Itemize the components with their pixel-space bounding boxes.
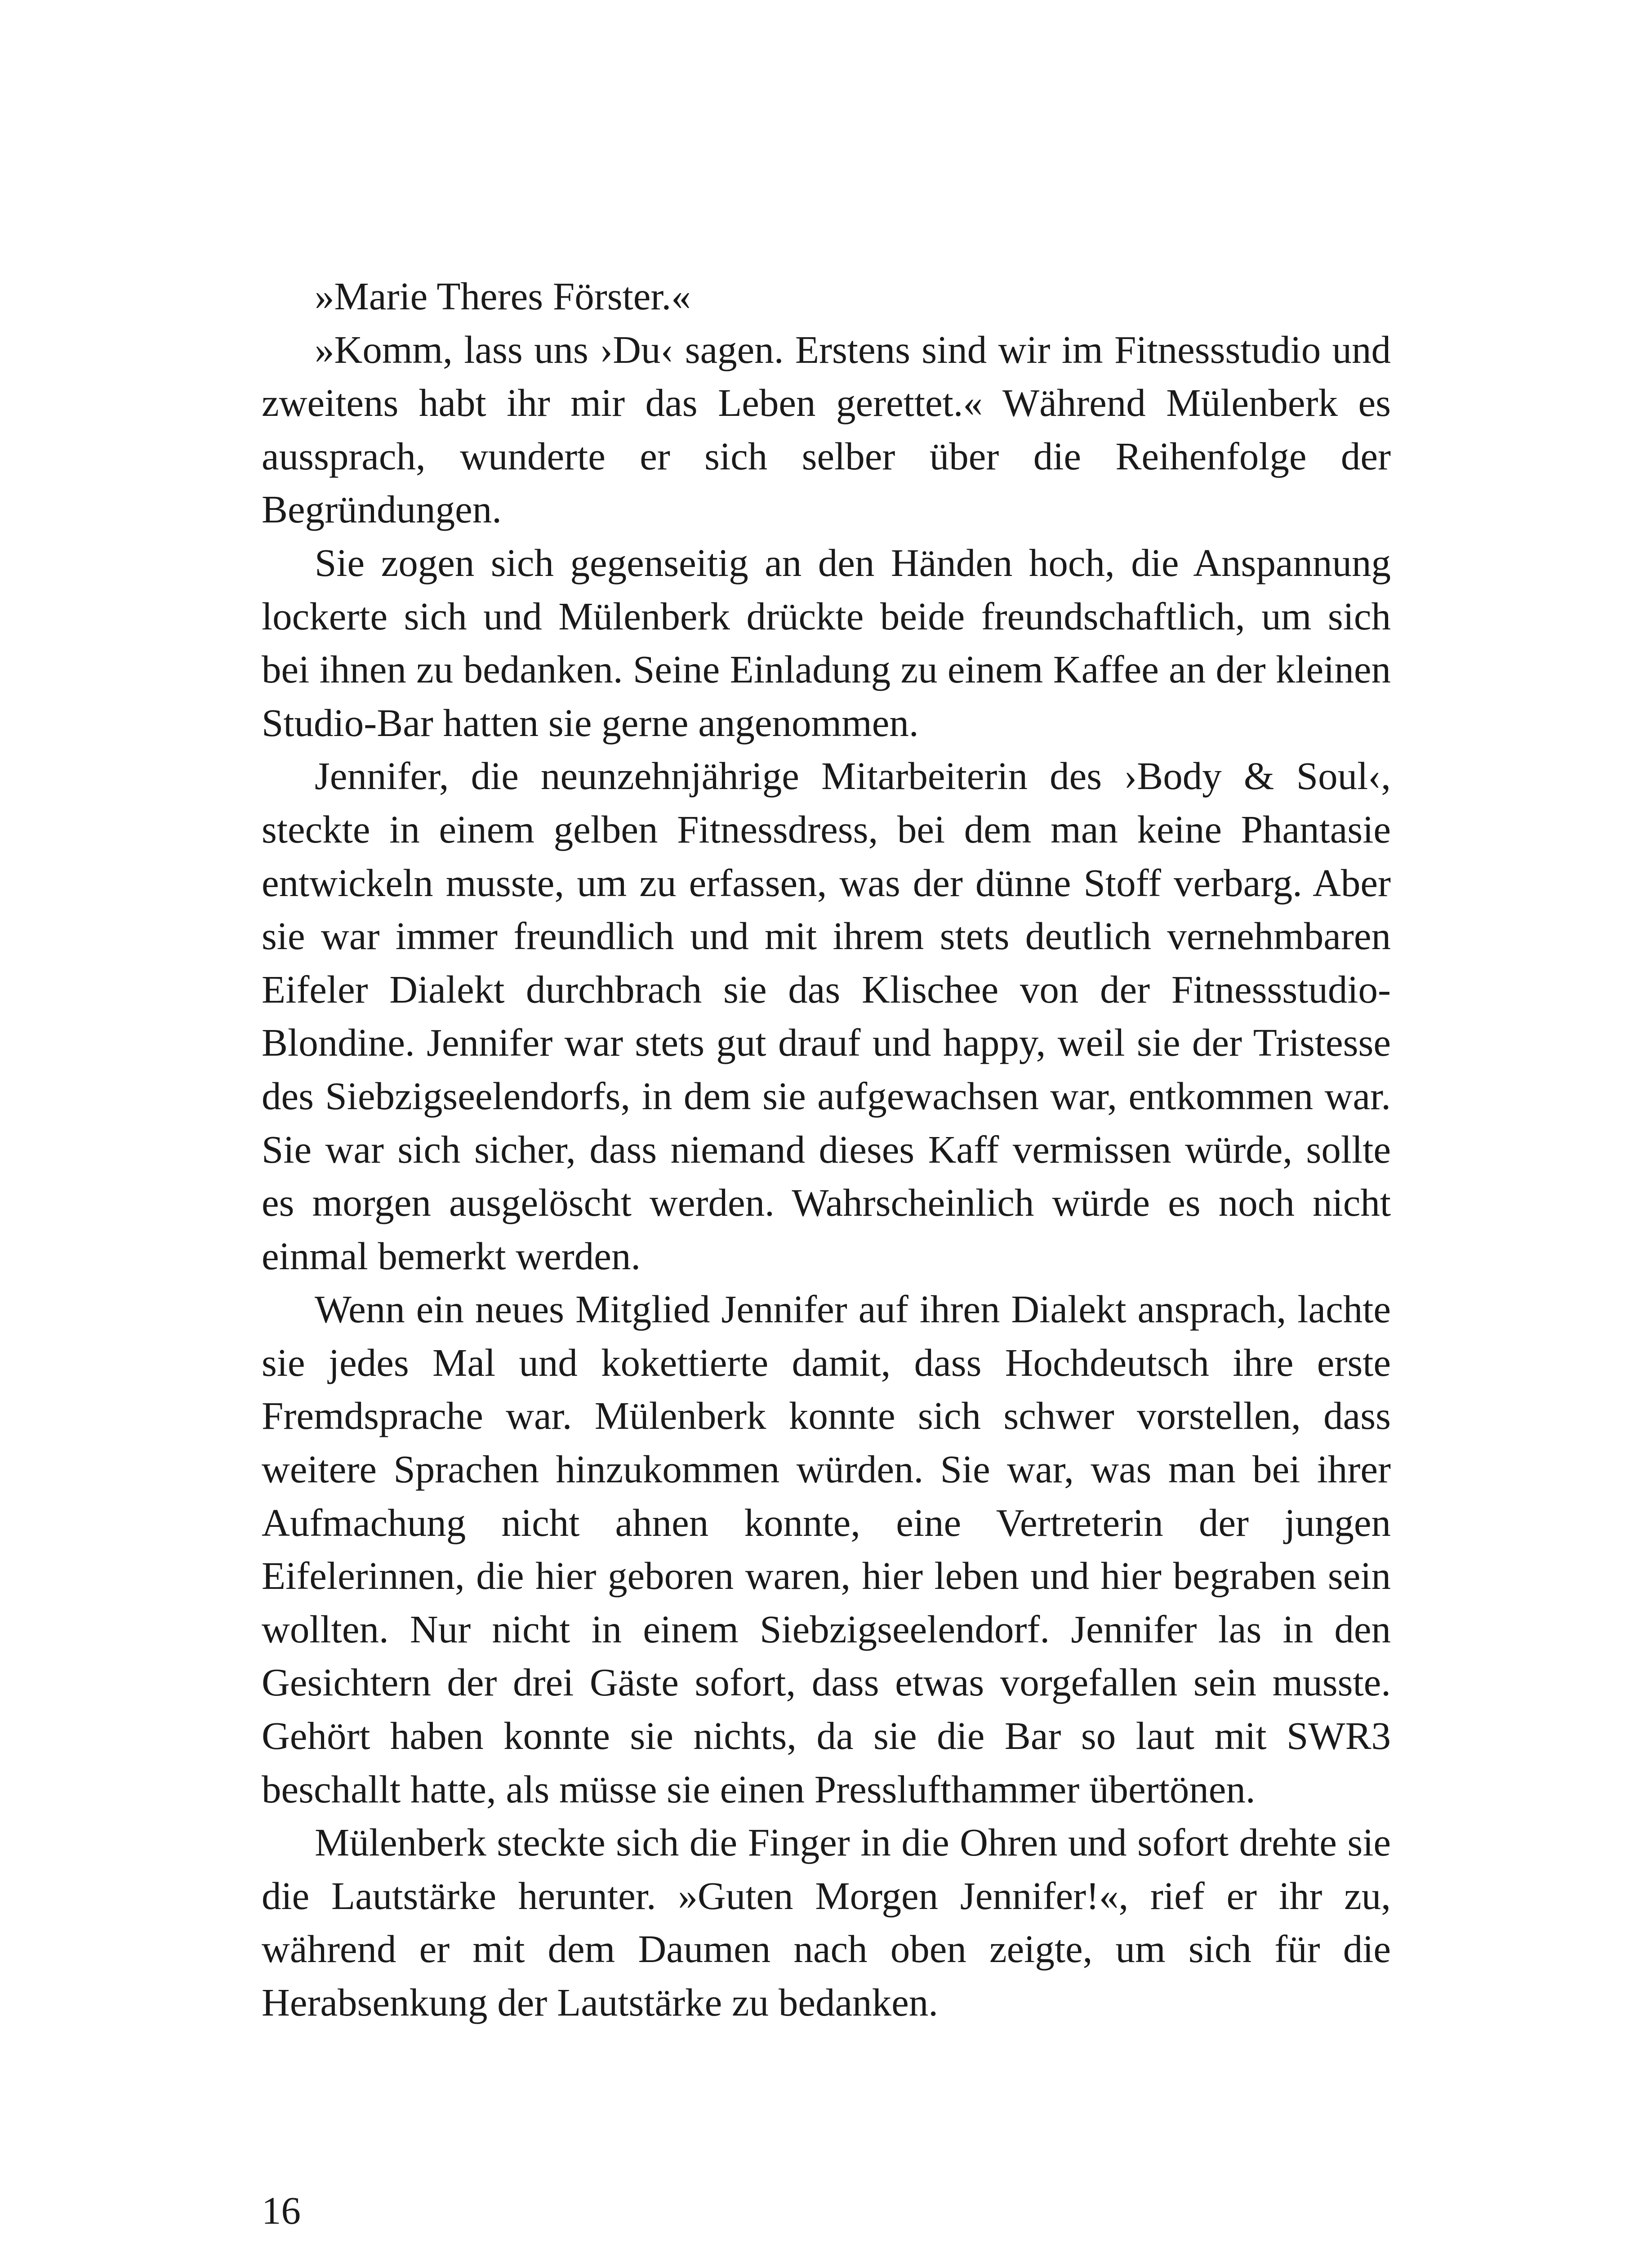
paragraph-3: Sie zogen sich gegenseitig an den Händen hoch, die Anspannung lockerte sich und Mülenberk drückte beide freundschaftlich, um sich bei ihnen zu bedanken. Seine Einladung zu einem Kaffee an der kleinen Studio-Bar hatten sie gerne angenommen. (262, 540, 1391, 745)
paragraph-4: Jennifer, die neunzehnjährige Mitarbeiterin des ›Body & Soul‹, steckte in einem gelben Fitnessdress, bei dem man keine Phantasie entwickeln musste, um zu erfassen, was der dünne Stoff verbarg. Aber sie war immer freundlich und mit ihrem stets deutlich vernehmbaren Eifeler Dialekt durchbrach sie das Klischee von der Fitnessstudio-Blondine. Jennifer war stets gut drauf und happy, weil sie der Tristesse des Siebzigseelendorfs, in dem sie aufgewachsen war, entkommen war. Sie war sich sicher, dass niemand dieses Kaff vermissen würde, sollte es morgen ausgelöscht werden. Wahrscheinlich würde es noch nicht einmal bemerkt werden. (262, 754, 1391, 1278)
page-number: 16 (262, 2189, 301, 2232)
paragraph-1: »Marie Theres Förster.« (315, 274, 691, 318)
body-text (262, 270, 1391, 2029)
paragraph-6: Mülenberk steckte sich die Finger in die Ohren und sofort drehte sie die Lautstärke herunter. »Guten Morgen Jennifer!«, rief er ihr zu, während er mit dem Daumen nach oben zeigte, um sich für die Herabsenkung der Lautstärke zu bedanken. (262, 1820, 1391, 2024)
paragraph-2: »Komm, lass uns ›Du‹ sagen. Erstens sind wir im Fitnessstudio und zweitens habt ihr mir das Leben gerettet.« Während Mülenberk es aussprach, wunderte er sich selber über die Reihenfolge der Begründungen. (262, 327, 1391, 531)
paragraph-5: Wenn ein neues Mitglied Jennifer auf ihren Dialekt ansprach, lachte sie jedes Mal und kokettierte damit, dass Hochdeutsch ihre erste Fremdsprache war. Mülenberk konnte sich schwer vorstellen, dass weitere Sprachen hinzukommen würden. Sie war, was man bei ihrer Aufmachung nicht ahnen konnte, eine Vertreterin der jungen Eifelerinnen, die hier geboren waren, hier leben und hier begraben sein wollten. Nur nicht in einem Siebzigseelendorf. Jennifer las in den Gesichtern der drei Gäste sofort, dass etwas vorgefallen sein musste. Gehört haben konnte sie nichts, da sie die Bar so laut mit SWR3 beschallt hatte, als müsse sie einen Presslufthammer übertönen. (262, 1287, 1391, 1811)
